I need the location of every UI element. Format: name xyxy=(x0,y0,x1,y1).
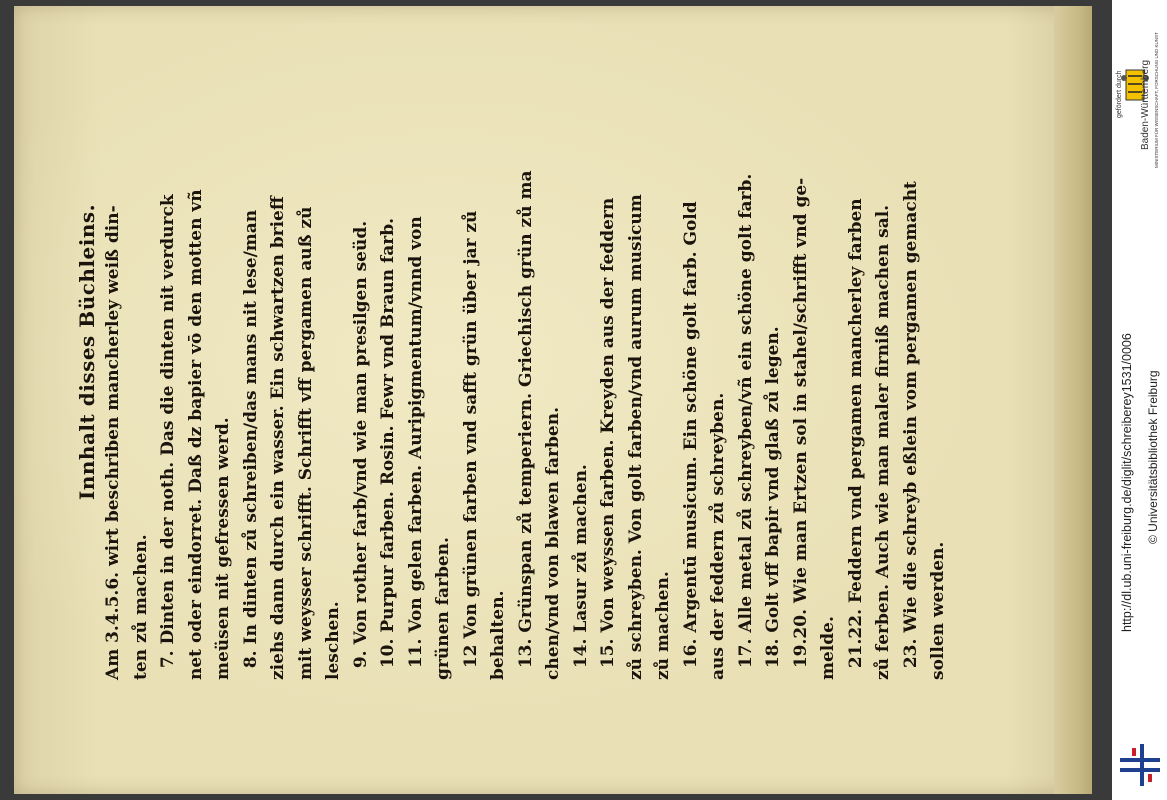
toc-entry-line: 12 Von grünen farben vnd safft grün über jar zů xyxy=(460,210,481,680)
toc-entry-line: zů ferben. Auch wie man maler firniß machen sal. xyxy=(873,204,893,680)
toc-entry-line: 10. Purpur farben. Rosin. Fewr vnd Braun farb. xyxy=(378,217,398,680)
sponsor-label: gefördert durch xyxy=(1116,70,1123,118)
toc-entry-line: 8. In dinten zů schreiben/das mans nit lese/man xyxy=(240,209,261,680)
toc-entry-line: 9. Von rother farb/vnd wie man presilgen seüd. xyxy=(350,220,371,680)
toc-entry-line: chen/vnd von blawen farben. xyxy=(543,407,563,680)
toc-entry-line: Am 3.4.5.6. wirt beschriben mancherley weiß din- xyxy=(103,205,123,680)
toc-entry-line: behalten. xyxy=(488,590,508,680)
toc-entry-line: meüsen nit gefressen werd. xyxy=(213,417,233,680)
toc-entry-line: aus der feddern zů schreyben. xyxy=(708,392,728,680)
toc-entry-line: melde. xyxy=(818,616,838,680)
toc-entry-line: zů schreyben. Von golt farben/vnd aurum musicum xyxy=(625,194,646,680)
copyright-notice: © Universitätsbibliothek Freiburg xyxy=(1146,370,1160,544)
toc-entries xyxy=(100,60,953,680)
toc-entry-line: grünen farben. xyxy=(433,537,453,680)
toc-entry-line: 18. Golt vff bapir vnd glaß zů legen. xyxy=(763,326,783,680)
toc-entry-line: leschen. xyxy=(323,601,343,680)
toc-entry-line: 11. Von gelen farben. Auripigmentum/vnnd von xyxy=(405,216,426,680)
toc-entry-line: 21.22. Feddern vnd pergamen mancherley farben xyxy=(845,198,866,680)
toc-heading: Innhalt disses Büchleins. xyxy=(75,203,99,500)
toc-entry-line: 23. Wie die schreyb eßlein vom pergamen gemacht xyxy=(900,181,921,680)
sponsor-name: Baden-Württemberg xyxy=(1140,59,1151,150)
toc-entry-line: 17. Alle metal zů schreyben/vñ ein schöne golt farb. xyxy=(735,173,756,680)
toc-entry-line: mit weysser schrifft. Schrifft vff pergamen auß zů xyxy=(295,206,316,680)
toc-entry-line: 15. Von weyssen farben. Kreyden aus der feddern xyxy=(598,197,618,680)
toc-entry-line: 7. Dinten in der noth. Das die dinten nit verdurck xyxy=(158,194,178,680)
table-of-contents xyxy=(68,60,948,680)
toc-entry-line: ziehs dann durch ein wasser. Ein schwartzen brieff xyxy=(268,196,288,680)
toc-entry-line: zů machen. xyxy=(653,571,673,680)
ub-freiburg-logo-icon xyxy=(1118,740,1162,790)
toc-entry-line: 16. Argentū musicum. Ein schöne golt farb. Gold xyxy=(680,201,701,680)
toc-entry-line: sollen werden. xyxy=(928,541,948,680)
toc-entry-line: 13. Grünspan zů temperiern. Griechisch grün zů ma xyxy=(515,170,536,680)
toc-entry-line: 14. Lasur zů machen. xyxy=(570,464,591,680)
page-gutter xyxy=(1054,6,1092,794)
toc-entry-line: net oder eindorret. Daß dz bapier vō den motten vñ xyxy=(185,189,206,680)
toc-entry-line: 19.20. Wie man Ertzen sol in stahel/schrifft vnd ge- xyxy=(790,177,811,680)
permalink-url[interactable]: http://dl.ub.uni-freiburg.de/diglit/schreiberey1531/0006 xyxy=(1120,333,1134,632)
toc-entry-line: ten zů machen. xyxy=(130,534,151,680)
sponsor-ministry: MINISTERIUM FÜR WISSENSCHAFT, FORSCHUNG UND KUNST xyxy=(1154,32,1159,168)
